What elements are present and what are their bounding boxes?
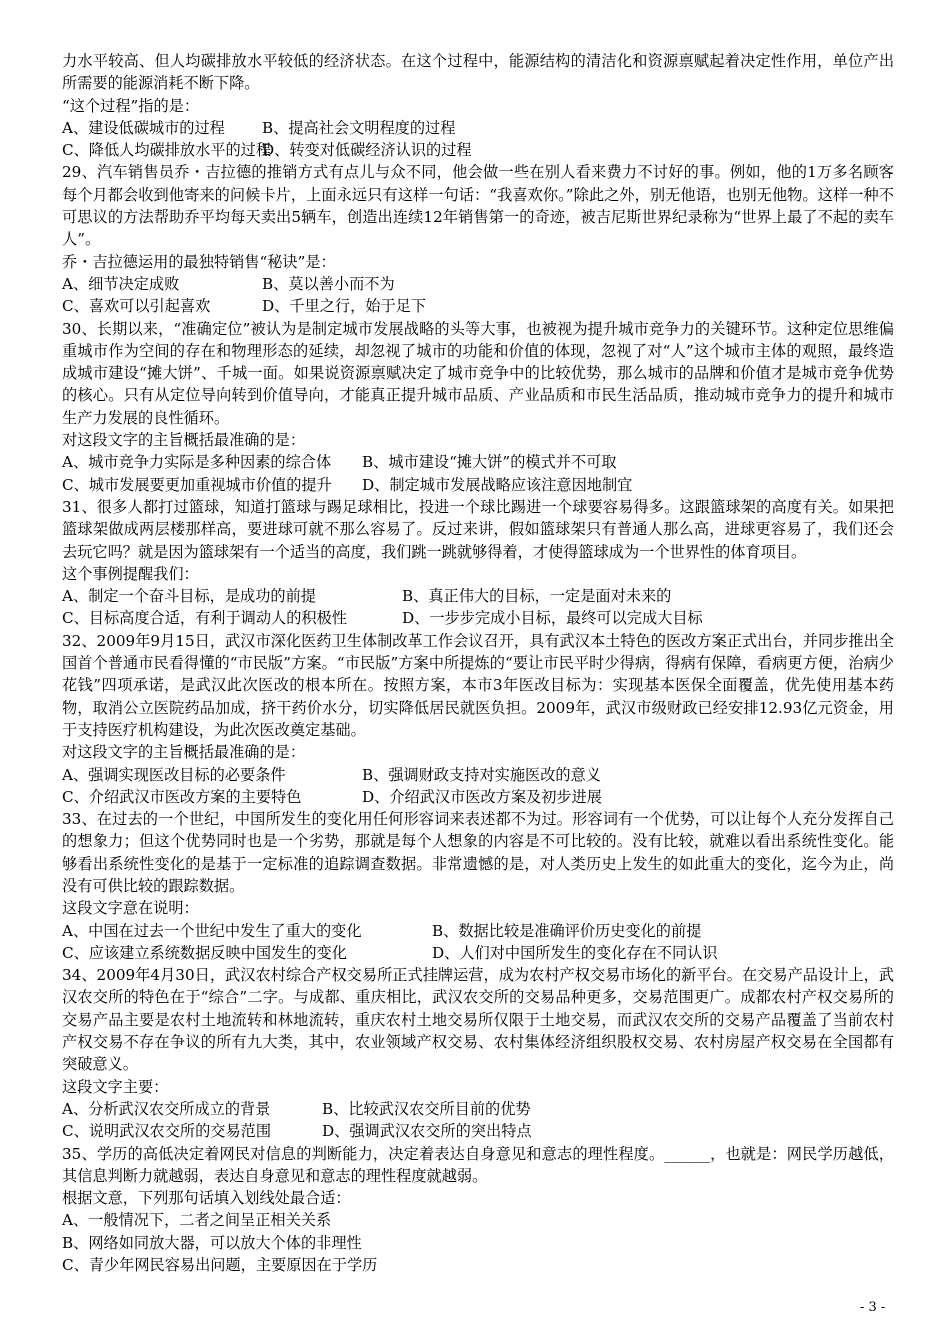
option-d: D、转变对低碳经济认识的过程 [262, 141, 472, 160]
intro-question: “这个过程”指的是： [62, 96, 200, 115]
option-c: C、喜欢可以引起喜欢 [62, 297, 211, 316]
q31-options-row-1 [62, 585, 894, 607]
option-a: A、制定一个奋斗目标，是成功的前提 [62, 587, 316, 606]
option-d: D、制定城市发展战略应该注意因地制宜 [362, 475, 633, 494]
question-32-prompt: 对这段文字的主旨概括最准确的是： [62, 743, 305, 762]
question-33-prompt: 这段文字意在说明： [62, 899, 199, 918]
option-a: A、中国在过去一个世纪中发生了重大的变化 [62, 921, 362, 940]
option-b: B、比较武汉农交所目前的优势 [322, 1099, 531, 1118]
option-b: B、强调财政支持对实施医改的意义 [362, 765, 601, 784]
option-d: D、强调武汉农交所的突出特点 [322, 1122, 532, 1141]
q29-options-row-1 [62, 273, 894, 295]
option-b: B、数据比较是准确评价历史变化的前提 [432, 921, 702, 940]
q31-options-row-2 [62, 607, 894, 629]
option-a: A、建设低碳城市的过程 [62, 118, 225, 137]
question-35-prompt: 根据文意，下列那句话填入划线处最合适： [62, 1189, 351, 1208]
q30-options-row-1 [62, 451, 894, 473]
option-c: C、应该建立系统数据反映中国发生的变化 [62, 943, 347, 962]
q32-options-row-1 [62, 764, 894, 786]
question-33-text: 33、在过去的一个世纪，中国所发生的变化用任何形容词来表述都不为过。形容词有一个优势，可以让每个人充分发挥自己的想象力；但这个优势同时也是一个劣势，那就是每个人想象的内容是不可比较的。没有比较，就难以看出系统性变化。能够看出系统性变化的是基于一定标准的追踪调查数据。非常遗憾的是，对人类历史上发生的如此重大的变化，迄今为止，尚没有可供比较的跟踪数据。 [62, 810, 894, 895]
option-b: B、莫以善小而不为 [262, 274, 395, 293]
option-c: C、介绍武汉市医改方案的主要特色 [62, 787, 302, 806]
option-d: D、一步步完成小目标，最终可以完成大目标 [402, 609, 703, 628]
option-c: C、降低人均碳排放水平的过程 [62, 141, 272, 160]
intro-options-row-2 [62, 139, 894, 161]
q33-options-row-1 [62, 920, 894, 942]
option-b: B、城市建设“摊大饼”的模式并不可取 [362, 453, 617, 472]
option-d: D、千里之行，始于足下 [262, 297, 427, 316]
q34-options-row-1 [62, 1098, 894, 1120]
question-29-text: 29、汽车销售员乔・吉拉德的推销方式有点儿与众不同，他会做一些在别人看来费力不讨好的事。例如，他的1万多名顾客每个月都会收到他寄来的问候卡片，上面永远只有这样一句话：“我喜欢你。”除此之外，别无他语，也别无他物。这样一种不可思议的方法帮助乔平均每天卖出5辆车，创造出连续12年销售第一的奇迹，被吉尼斯世界纪录称为“世界上最了不起的卖车人”。 [62, 163, 894, 249]
question-31-prompt: 这个事例提醒我们： [62, 564, 199, 583]
q30-options-row-2 [62, 474, 894, 496]
question-34-prompt: 这段文字主要： [62, 1077, 169, 1096]
option-c: C、城市发展要更加重视城市价值的提升 [62, 475, 332, 494]
option-b: B、提高社会文明程度的过程 [262, 118, 456, 137]
question-31-text: 31、很多人都打过篮球，知道打篮球与踢足球相比，投进一个球比踢进一个球要容易得多。这跟篮球架的高度有关。如果把篮球架做成两层楼那样高，要进球可就不那么容易了。反过来讲，假如篮球架只有普通人那么高，进球更容易了，我们还会去玩它吗？就是因为篮球架有一个适当的高度，我们跳一跳就够得着，才使得篮球成为一个世界性的体育项目。 [62, 497, 894, 561]
option-c: C、目标高度合适，有利于调动人的积极性 [62, 609, 347, 628]
q29-options-row-2 [62, 295, 894, 317]
option-c: C、青少年网民容易出问题，主要原因在于学历 [62, 1256, 378, 1275]
option-b: B、真正伟大的目标，一定是面对未来的 [402, 587, 672, 606]
option-c: C、说明武汉农交所的交易范围 [62, 1122, 272, 1141]
q33-options-row-2 [62, 942, 894, 964]
option-d: D、介绍武汉市医改方案及初步进展 [362, 787, 602, 806]
q34-options-row-2 [62, 1120, 894, 1142]
document-page [62, 50, 894, 1276]
option-d: D、人们对中国所发生的变化存在不同认识 [432, 943, 718, 962]
option-a: A、强调实现医改目标的必要条件 [62, 765, 286, 784]
question-35-text: 35、学历的高低决定着网民对信息的判断能力，决定着表达自身意见和意志的理性程度。______，也就是：网民学历越低，其信息判断力就越弱，表达自身意见和意志的理性程度就越弱。 [62, 1144, 894, 1185]
q32-options-row-2 [62, 786, 894, 808]
question-34-text: 34、2009年4月30日，武汉农村综合产权交易所正式挂牌运营，成为农村产权交易市场化的新平台。在交易产品设计上，武汉农交所的特色在于“综合”二字。与成都、重庆相比，武汉农交所的交易品种更多，交易范围更广。成都农村产权交易所的交易产品主要是农村土地流转和林地流转，重庆农村土地交易所仅限于土地交易，而武汉农交所的交易产品覆盖了当前农村产权交易不存在争议的所有九大类，其中，农业领域产权交易、农村集体经济组织股权交易、农村房屋产权交易在全国都有突破意义。 [62, 966, 894, 1074]
intro-options-row-1 [62, 117, 894, 139]
option-a: A、城市竞争力实际是多种因素的综合体 [62, 453, 332, 472]
option-a: A、分析武汉农交所成立的背景 [62, 1099, 271, 1118]
page-number: - 3 - [860, 1300, 886, 1315]
question-29-prompt: 乔・吉拉德运用的最独特销售“秘诀”是： [62, 252, 336, 271]
question-30-prompt: 对这段文字的主旨概括最准确的是： [62, 431, 305, 450]
question-32-text: 32、2009年9月15日，武汉市深化医药卫生体制改革工作会议召开，具有武汉本土特色的医改方案正式出台，并同步推出全国首个普通市民看得懂的“市民版”方案。“市民版”方案中所提炼的“要让市民平时少得病，得病有保障，看病更方便，治病少花钱”四项承诺，是武汉此次医改的根本所在。按照方案，本市3年医改目标为：实现基本医保全面覆盖，优先使用基本药物，取消公立医院药品加成，挤干药价水分，切实降低居民就医负担。2009年，武汉市级财政已经安排12.93亿元资金，用于支持医疗机构建设，为此次医改奠定基础。 [62, 631, 894, 739]
question-30-text: 30、长期以来，“准确定位”被认为是制定城市发展战略的头等大事，也被视为提升城市竞争力的关键环节。这种定位思维偏重城市作为空间的存在和物理形态的延续，却忽视了城市的功能和价值的体现，忽视了对“人”这个城市主体的观照，最终造成城市建设“摊大饼”、千城一面。如果说资源禀赋决定了城市竞争中的比较优势，那么城市的品牌和价值才是城市竞争优势的核心。只有从定位导向转到价值导向，才能真正提升城市品质、产业品质和市民生活品质，推动城市竞争力的提升和城市生产力发展的良性循环。 [62, 319, 894, 427]
option-b: B、网络如同放大器，可以放大个体的非理性 [62, 1233, 362, 1252]
option-a: A、细节决定成败 [62, 274, 180, 293]
intro-text: 力水平较高、但人均碳排放水平较低的经济状态。在这个过程中，能源结构的清洁化和资源禀赋起着决定性作用，单位产出所需要的能源消耗不断下降。 [62, 52, 894, 93]
option-a: A、一般情况下，二者之间呈正相关关系 [62, 1211, 332, 1230]
